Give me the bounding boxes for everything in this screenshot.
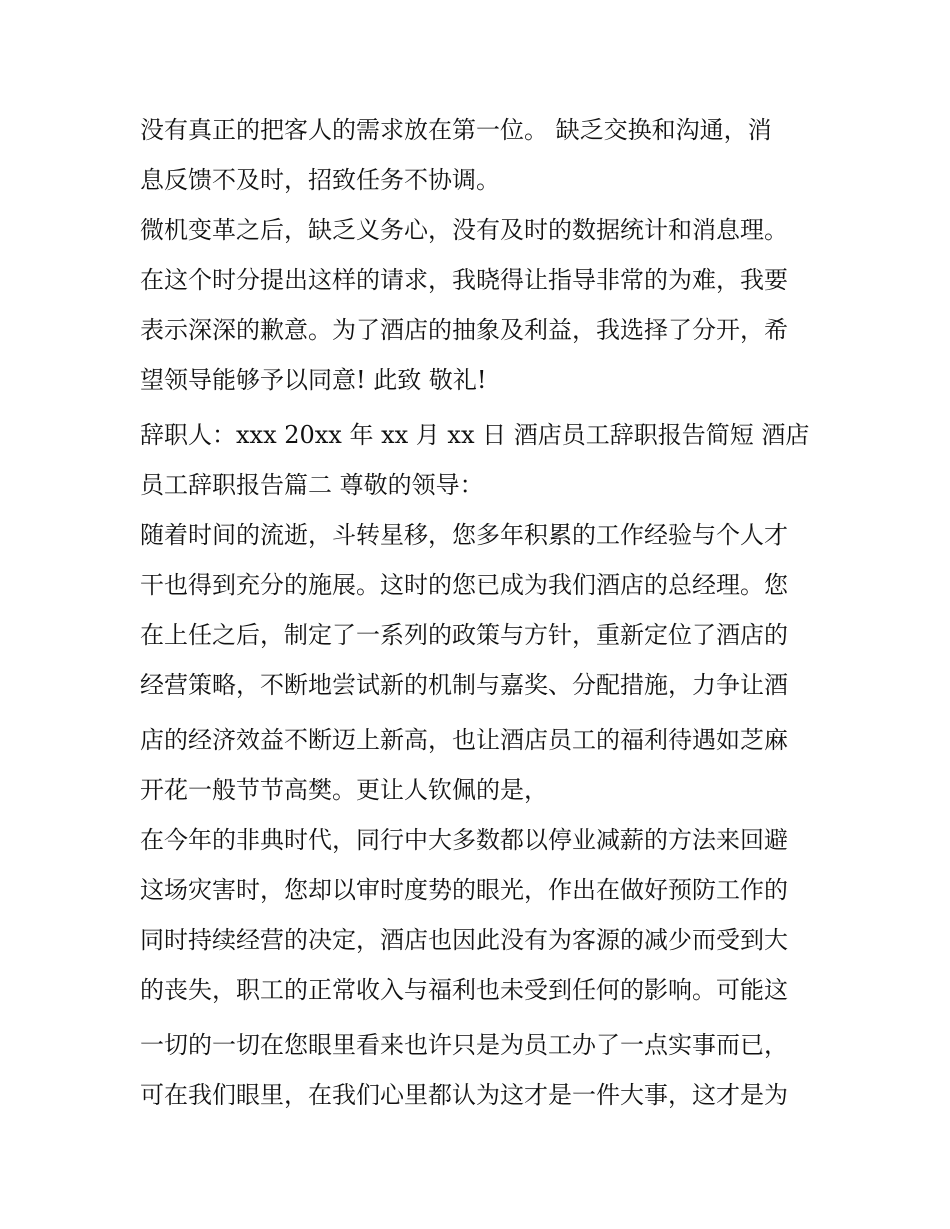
text-line-16: 这场灾害时，您却以审时度势的眼光，作出在做好预防工作的 [140, 876, 788, 904]
text-line-15: 在今年的非典时代，同行中大多数都以停业减薪的方法来回避 [140, 826, 788, 854]
text-line-18: 的丧失，职工的正常收入与福利也未受到任何的影响。可能这 [140, 976, 788, 1004]
text-line-7: 辞职人：xxx 20xx 年 xx 月 xx 日 酒店员工辞职报告简短 酒店 [140, 421, 810, 449]
text-line-14: 开花一般节节高樊。更让人钦佩的是， [140, 776, 548, 804]
text-line-11: 在上任之后，制定了一系列的政策与方针，重新定位了酒店的 [140, 621, 788, 649]
text-line-6: 望领导能够予以同意! 此致 敬礼! [140, 366, 487, 394]
text-line-20: 可在我们眼里，在我们心里都认为这才是一件大事，这才是为 [140, 1081, 788, 1109]
text-line-12: 经营策略，不断地尝试新的机制与嘉奖、分配措施，力争让酒 [140, 671, 788, 699]
text-line-5: 表示深深的歉意。为了酒店的抽象及利益，我选择了分开，希 [140, 316, 788, 344]
text-line-17: 同时持续经营的决定，酒店也因此没有为客源的减少而受到大 [140, 926, 788, 954]
text-line-3: 微机变革之后，缺乏义务心，没有及时的数据统计和消息理。 [140, 216, 788, 244]
text-line-13: 店的经济效益不断迈上新高，也让酒店员工的福利待遇如芝麻 [140, 726, 788, 754]
text-line-8: 员工辞职报告篇二 尊敬的领导： [140, 471, 484, 499]
text-line-9: 随着时间的流逝，斗转星移，您多年积累的工作经验与个人才 [140, 521, 788, 549]
text-line-1: 没有真正的把客人的需求放在第一位。 缺乏交换和沟通，消 [140, 116, 772, 144]
text-line-10: 干也得到充分的施展。这时的您已成为我们酒店的总经理。您 [140, 571, 788, 599]
text-line-4: 在这个时分提出这样的请求，我晓得让指导非常的为难，我要 [140, 266, 788, 294]
text-line-19: 一切的一切在您眼里看来也许只是为员工办了一点实事而已， [140, 1031, 788, 1059]
text-line-2: 息反馈不及时，招致任务不协调。 [140, 166, 500, 194]
